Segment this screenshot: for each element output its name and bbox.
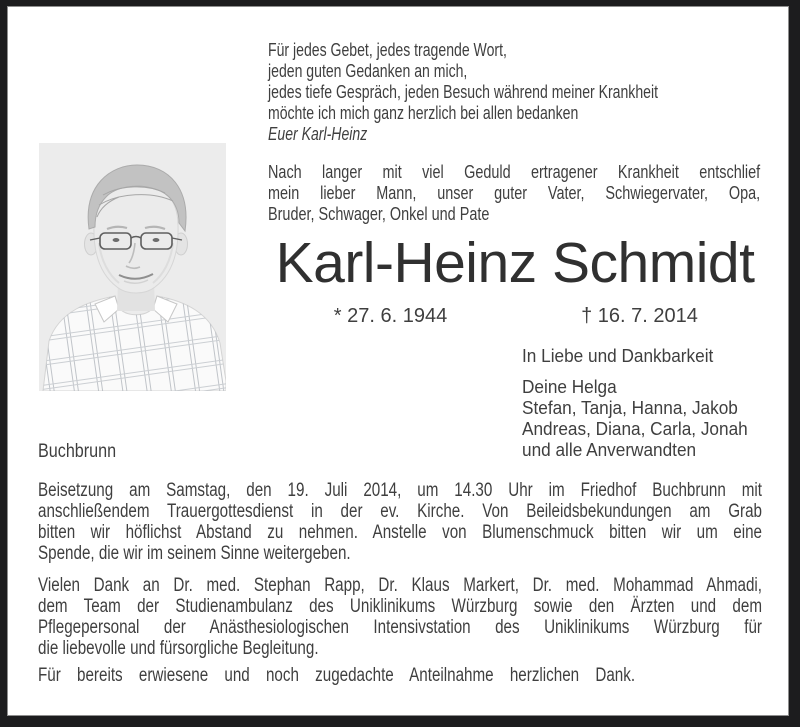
intro-line: Für jedes Gebet, jedes tragende Wort,	[268, 39, 507, 60]
intro-signature: Euer Karl-Heinz	[268, 123, 368, 144]
funeral-line: Beisetzung am Samstag, den 19. Juli 2014, um 14.30 Uhr im Friedhof Buchbrunn mit	[38, 480, 762, 501]
announcement-line: mein lieber Mann, unser guter Vater, Schwiegervater, Opa,	[268, 182, 761, 203]
death-announcement	[268, 161, 800, 224]
thanks-line: Pflegepersonal der Anästhesiologischen Intensivstation des Uniklinikums Würzburg für	[38, 617, 762, 638]
funeral-info	[38, 480, 800, 564]
place-label: Buchbrunn	[38, 441, 117, 462]
family-line: Stefan, Tanja, Hanna, Jakob	[522, 397, 738, 418]
eye-left	[113, 238, 120, 242]
birth-date: * 27. 6. 1944	[333, 305, 448, 327]
announcement-line: Nach langer mit viel Geduld ertragener Krankheit entschlief	[268, 161, 761, 182]
life-dates	[266, 306, 764, 326]
deceased-name: Karl-Heinz Schmidt	[275, 231, 755, 295]
death-date: † 16. 7. 2014	[581, 305, 698, 327]
intro-line: möchte ich mich ganz herzlich bei allen bedanken	[268, 102, 579, 123]
announcement-line: Bruder, Schwager, Onkel und Pate	[268, 203, 490, 224]
thanks-line: Vielen Dank an Dr. med. Stephan Rapp, Dr. Klaus Markert, Dr. med. Mohammad Ahmadi,	[38, 575, 762, 596]
mourning-family	[522, 345, 792, 460]
intro-line: jeden guten Gedanken an mich,	[268, 60, 468, 81]
closing-line	[38, 665, 800, 686]
closing-text: Für bereits erwiesene und noch zugedachte Anteilnahme herzlichen Dank.	[38, 665, 636, 686]
funeral-line: Spende, die wir im seinem Sinne weitergeben.	[38, 543, 351, 564]
intro-message	[268, 39, 800, 144]
family-line: In Liebe und Dankbarkeit	[522, 345, 714, 366]
intro-line: jedes tiefe Gespräch, jeden Besuch während meiner Krankheit	[268, 81, 659, 102]
thanks-line: die liebevolle und fürsorgliche Begleitung.	[38, 638, 319, 659]
thanks-paragraph	[38, 575, 800, 659]
family-line: Deine Helga	[522, 376, 617, 397]
funeral-line: anschließendem Trauergottesdienst in der ev. Kirche. Von Beileidsbekundungen am Grab	[38, 501, 762, 522]
funeral-line: bitten wir höflichst Abstand zu nehmen. Anstelle von Blumenschmuck bitten wir um eine	[38, 522, 762, 543]
place-name	[38, 441, 238, 462]
thanks-line: dem Team der Studienambulanz des Uniklinikums Würzburg sowie den Ärzten und dem	[38, 596, 762, 617]
eye-right	[153, 238, 160, 242]
family-line: und alle Anverwandten	[522, 439, 697, 460]
portrait-photo	[39, 143, 226, 391]
family-line: Andreas, Diana, Carla, Jonah	[522, 418, 748, 439]
